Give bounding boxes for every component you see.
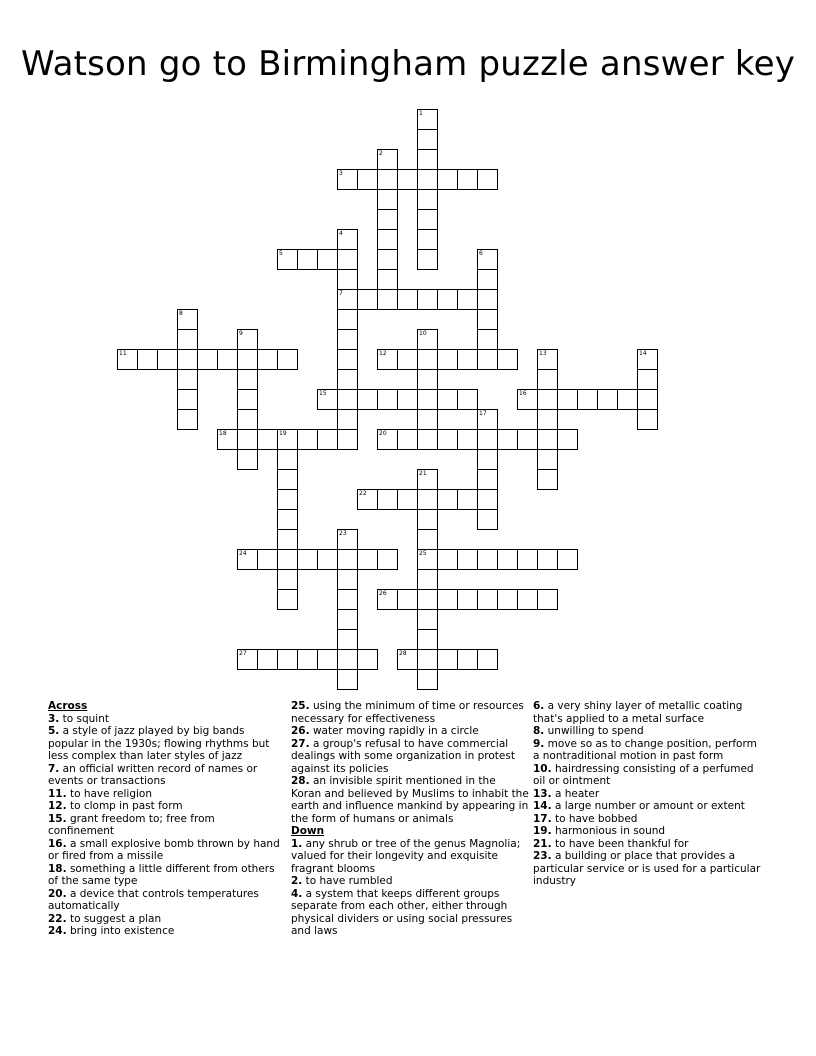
clue-number: 13. bbox=[533, 787, 552, 800]
clue-number-label: 27 bbox=[239, 650, 247, 657]
clues-column-2 bbox=[291, 700, 529, 938]
clue-number-label: 15 bbox=[319, 390, 327, 397]
clue-text: unwilling to spend bbox=[547, 725, 644, 737]
grid-cell bbox=[337, 329, 358, 350]
grid-cell bbox=[517, 589, 538, 610]
grid-cell bbox=[377, 209, 398, 230]
clue-number: 21. bbox=[533, 837, 552, 850]
clue-number: 2. bbox=[291, 875, 303, 887]
grid-cell bbox=[517, 429, 538, 450]
grid-cell bbox=[437, 589, 458, 610]
grid-cell bbox=[317, 549, 338, 570]
grid-cell bbox=[537, 409, 558, 430]
clue-number: 8. bbox=[533, 725, 545, 737]
down-clue bbox=[533, 763, 765, 788]
grid-cell bbox=[237, 349, 258, 370]
page-title: Watson go to Birmingham puzzle answer key bbox=[20, 44, 796, 84]
clue-number-label: 11 bbox=[119, 350, 127, 357]
clue-number-label: 20 bbox=[379, 430, 387, 437]
grid-cell bbox=[477, 549, 498, 570]
grid-cell bbox=[337, 269, 358, 290]
clue-text: something a little different from others of the same type bbox=[48, 862, 275, 887]
clue-text: a very shiny layer of metallic coating that's applied to a metal surface bbox=[533, 700, 743, 725]
clue-text: an official written record of names or events or transactions bbox=[48, 762, 258, 787]
grid-cell bbox=[417, 129, 438, 150]
grid-cell bbox=[297, 249, 318, 270]
clue-number: 27. bbox=[291, 737, 310, 750]
clue-number-label: 3 bbox=[339, 170, 343, 177]
grid-cell bbox=[277, 569, 298, 590]
grid-cell bbox=[337, 629, 358, 650]
grid-cell bbox=[497, 589, 518, 610]
clue-number-label: 28 bbox=[399, 650, 407, 657]
clue-number-label: 13 bbox=[539, 350, 547, 357]
grid-cell bbox=[637, 409, 658, 430]
grid-cell bbox=[417, 669, 438, 690]
grid-cell bbox=[437, 489, 458, 510]
clues-column-1 bbox=[48, 700, 280, 938]
grid-cell bbox=[377, 289, 398, 310]
down-clue bbox=[533, 813, 765, 826]
grid-cell bbox=[577, 389, 598, 410]
clue-text: a building or place that provides a particular service or is used for a particular industry bbox=[533, 850, 761, 887]
across-clue bbox=[48, 925, 280, 938]
clue-number-label: 19 bbox=[279, 430, 287, 437]
grid-cell bbox=[337, 589, 358, 610]
grid-cell bbox=[337, 249, 358, 270]
grid-cell bbox=[417, 149, 438, 170]
grid-cell bbox=[277, 509, 298, 530]
grid-cell bbox=[377, 249, 398, 270]
clue-number-label: 7 bbox=[339, 290, 343, 297]
grid-cell bbox=[457, 589, 478, 610]
clue-number: 4. bbox=[291, 887, 303, 900]
grid-cell bbox=[537, 369, 558, 390]
clue-text: to have bobbed bbox=[554, 812, 638, 825]
grid-cell bbox=[337, 669, 358, 690]
clue-number: 24. bbox=[48, 925, 67, 937]
across-clue bbox=[291, 738, 529, 776]
grid-cell bbox=[417, 529, 438, 550]
clue-number-label: 9 bbox=[239, 330, 243, 337]
grid-cell bbox=[277, 449, 298, 470]
clue-text: grant freedom to; free from confinement bbox=[48, 812, 215, 837]
grid-cell bbox=[457, 389, 478, 410]
across-clue bbox=[48, 800, 280, 813]
grid-cell bbox=[437, 349, 458, 370]
clue-number: 28. bbox=[291, 775, 310, 787]
clue-number: 10. bbox=[533, 762, 552, 775]
grid-cell bbox=[417, 229, 438, 250]
grid-cell bbox=[497, 549, 518, 570]
grid-cell bbox=[417, 489, 438, 510]
grid-cell bbox=[337, 429, 358, 450]
clue-number-label: 2 bbox=[379, 150, 383, 157]
grid-cell bbox=[417, 429, 438, 450]
grid-cell bbox=[237, 389, 258, 410]
grid-cell bbox=[417, 649, 438, 670]
grid-cell bbox=[317, 649, 338, 670]
grid-cell bbox=[397, 289, 418, 310]
grid-cell bbox=[297, 429, 318, 450]
across-clue bbox=[48, 763, 280, 788]
grid-cell bbox=[637, 369, 658, 390]
grid-cell bbox=[477, 449, 498, 470]
clue-text: to have rumbled bbox=[305, 875, 393, 887]
grid-cell bbox=[537, 469, 558, 490]
clue-text: to have been thankful for bbox=[554, 837, 689, 850]
clue-text: to have religion bbox=[69, 787, 152, 800]
grid-cell bbox=[277, 349, 298, 370]
grid-cell bbox=[197, 349, 218, 370]
clue-number-label: 12 bbox=[379, 350, 387, 357]
across-clue bbox=[48, 788, 280, 801]
grid-cell bbox=[457, 289, 478, 310]
grid-cell bbox=[377, 229, 398, 250]
grid-cell bbox=[177, 369, 198, 390]
grid-cell bbox=[337, 569, 358, 590]
grid-cell bbox=[557, 549, 578, 570]
clue-number: 5. bbox=[48, 725, 60, 737]
across-header: Across bbox=[48, 700, 88, 712]
grid-cell bbox=[417, 509, 438, 530]
grid-cell bbox=[437, 429, 458, 450]
grid-cell bbox=[477, 649, 498, 670]
clue-number-label: 22 bbox=[359, 490, 367, 497]
grid-cell bbox=[417, 629, 438, 650]
across-clue bbox=[291, 700, 529, 725]
across-clue bbox=[48, 913, 280, 926]
grid-cell bbox=[157, 349, 178, 370]
across-clue bbox=[291, 775, 529, 825]
across-clue bbox=[48, 725, 280, 763]
down-clue bbox=[533, 725, 765, 738]
grid-cell bbox=[277, 549, 298, 570]
grid-cell bbox=[297, 549, 318, 570]
grid-cell bbox=[477, 329, 498, 350]
grid-cell bbox=[477, 269, 498, 290]
grid-cell bbox=[417, 589, 438, 610]
grid-cell bbox=[457, 489, 478, 510]
clue-number: 3. bbox=[48, 712, 60, 725]
grid-cell bbox=[437, 549, 458, 570]
grid-cell bbox=[377, 169, 398, 190]
down-clue bbox=[533, 788, 765, 801]
grid-cell bbox=[357, 549, 378, 570]
grid-cell bbox=[177, 349, 198, 370]
clue-number-label: 16 bbox=[519, 390, 527, 397]
grid-cell bbox=[277, 469, 298, 490]
clue-number: 16. bbox=[48, 837, 67, 850]
across-clue bbox=[48, 713, 280, 726]
clue-text: to suggest a plan bbox=[69, 912, 162, 925]
grid-cell bbox=[437, 649, 458, 670]
clue-number-label: 8 bbox=[179, 310, 183, 317]
grid-cell bbox=[237, 369, 258, 390]
grid-cell bbox=[437, 289, 458, 310]
clue-text: a large number or amount or extent bbox=[554, 800, 745, 812]
clue-text: a device that controls temperatures automatically bbox=[48, 887, 259, 912]
clue-text: move so as to change position, perform a nontraditional motion in past form bbox=[533, 737, 757, 762]
clue-number: 17. bbox=[533, 812, 552, 825]
clue-number-label: 14 bbox=[639, 350, 647, 357]
grid-cell bbox=[477, 289, 498, 310]
grid-cell bbox=[477, 429, 498, 450]
clue-number-label: 1 bbox=[419, 110, 423, 117]
across-clue bbox=[48, 888, 280, 913]
clue-number: 19. bbox=[533, 825, 552, 837]
clue-number: 22. bbox=[48, 912, 67, 925]
grid-cell bbox=[297, 649, 318, 670]
grid-cell bbox=[457, 649, 478, 670]
clue-number: 14. bbox=[533, 800, 552, 812]
grid-cell bbox=[477, 589, 498, 610]
grid-cell bbox=[277, 589, 298, 610]
grid-cell bbox=[457, 349, 478, 370]
grid-cell bbox=[497, 349, 518, 370]
clue-text: a heater bbox=[554, 787, 600, 800]
grid-cell bbox=[437, 389, 458, 410]
grid-cell bbox=[337, 409, 358, 430]
clue-number-label: 10 bbox=[419, 330, 427, 337]
grid-cell bbox=[237, 449, 258, 470]
clue-number: 18. bbox=[48, 862, 67, 875]
grid-cell bbox=[377, 489, 398, 510]
clue-text: hairdressing consisting of a perfumed oil or ointment bbox=[533, 762, 754, 787]
grid-cell bbox=[417, 609, 438, 630]
grid-cell bbox=[537, 549, 558, 570]
grid-cell bbox=[257, 429, 278, 450]
grid-cell bbox=[217, 349, 238, 370]
grid-cell bbox=[177, 329, 198, 350]
grid-cell bbox=[377, 189, 398, 210]
grid-cell bbox=[477, 509, 498, 530]
clue-text: harmonious in sound bbox=[554, 825, 666, 837]
down-clue bbox=[533, 838, 765, 851]
clue-text: to clomp in past form bbox=[69, 800, 183, 812]
clue-number: 26. bbox=[291, 725, 310, 737]
grid-cell bbox=[277, 649, 298, 670]
grid-cell bbox=[257, 349, 278, 370]
grid-cell bbox=[277, 529, 298, 550]
grid-cell bbox=[417, 249, 438, 270]
grid-cell bbox=[397, 169, 418, 190]
clue-number-label: 24 bbox=[239, 550, 247, 557]
grid-cell bbox=[397, 429, 418, 450]
clue-text: to squint bbox=[62, 712, 109, 725]
grid-cell bbox=[357, 649, 378, 670]
grid-cell bbox=[317, 249, 338, 270]
grid-cell bbox=[417, 389, 438, 410]
clue-number-label: 21 bbox=[419, 470, 427, 477]
clue-number-label: 18 bbox=[219, 430, 227, 437]
grid-cell bbox=[337, 649, 358, 670]
grid-cell bbox=[357, 389, 378, 410]
clue-number-label: 26 bbox=[379, 590, 387, 597]
down-header: Down bbox=[291, 825, 325, 837]
across-clue bbox=[48, 838, 280, 863]
across-clue bbox=[48, 863, 280, 888]
grid-cell bbox=[477, 489, 498, 510]
grid-cell bbox=[337, 389, 358, 410]
down-clue bbox=[533, 738, 765, 763]
grid-cell bbox=[397, 589, 418, 610]
grid-cell bbox=[357, 169, 378, 190]
grid-cell bbox=[377, 549, 398, 570]
grid-cell bbox=[177, 409, 198, 430]
clue-number: 11. bbox=[48, 787, 67, 800]
clue-number: 25. bbox=[291, 700, 310, 712]
clue-number: 1. bbox=[291, 837, 303, 850]
grid-cell bbox=[477, 349, 498, 370]
clue-text: water moving rapidly in a circle bbox=[312, 725, 479, 737]
grid-cell bbox=[477, 469, 498, 490]
grid-cell bbox=[377, 269, 398, 290]
grid-cell bbox=[237, 409, 258, 430]
grid-cell bbox=[357, 289, 378, 310]
grid-cell bbox=[417, 289, 438, 310]
grid-cell bbox=[417, 209, 438, 230]
grid-cell bbox=[457, 429, 478, 450]
grid-cell bbox=[537, 429, 558, 450]
clue-text: a style of jazz played by big bands popular in the 1930s; flowing rhythms but less complex than later styles of jazz bbox=[48, 725, 270, 762]
grid-cell bbox=[417, 569, 438, 590]
down-clue bbox=[533, 700, 765, 725]
grid-cell bbox=[317, 429, 338, 450]
grid-cell bbox=[337, 309, 358, 330]
grid-cell bbox=[517, 549, 538, 570]
clue-text: using the minimum of time or resources necessary for effectiveness bbox=[291, 700, 524, 725]
clue-number: 23. bbox=[533, 850, 552, 862]
grid-cell bbox=[417, 189, 438, 210]
clue-number-label: 25 bbox=[419, 550, 427, 557]
grid-cell bbox=[637, 389, 658, 410]
grid-cell bbox=[477, 309, 498, 330]
grid-cell bbox=[237, 429, 258, 450]
grid-cell bbox=[537, 449, 558, 470]
grid-cell bbox=[417, 409, 438, 430]
grid-cell bbox=[457, 169, 478, 190]
grid-cell bbox=[397, 349, 418, 370]
grid-cell bbox=[177, 389, 198, 410]
clue-text: an invisible spirit mentioned in the Koran and believed by Muslims to inhabit the earth and influence mankind by appearing in the form of humans or animals bbox=[291, 775, 529, 825]
grid-cell bbox=[417, 369, 438, 390]
down-clue bbox=[291, 875, 529, 888]
grid-cell bbox=[137, 349, 158, 370]
clue-number: 15. bbox=[48, 812, 67, 825]
clue-text: any shrub or tree of the genus Magnolia; valued for their longevity and exquisite fragrant blooms bbox=[291, 837, 521, 875]
down-clue bbox=[291, 888, 529, 938]
grid-cell bbox=[397, 389, 418, 410]
grid-cell bbox=[337, 549, 358, 570]
down-clue bbox=[533, 800, 765, 813]
down-clue bbox=[533, 850, 765, 888]
grid-cell bbox=[337, 369, 358, 390]
clue-number-label: 17 bbox=[479, 410, 487, 417]
grid-cell bbox=[477, 169, 498, 190]
clue-number: 20. bbox=[48, 887, 67, 900]
across-clue bbox=[48, 813, 280, 838]
clue-number: 7. bbox=[48, 762, 60, 775]
grid-cell bbox=[617, 389, 638, 410]
clue-number-label: 6 bbox=[479, 250, 483, 257]
clue-number-label: 23 bbox=[339, 530, 347, 537]
clue-number: 6. bbox=[533, 700, 545, 712]
clue-text: a system that keeps different groups separate from each other, either through physical dividers or using social pressures and laws bbox=[291, 887, 513, 937]
grid-cell bbox=[437, 169, 458, 190]
grid-cell bbox=[597, 389, 618, 410]
clue-text: a group's refusal to have commercial dealings with some organization in protest against its policies bbox=[291, 737, 515, 775]
grid-cell bbox=[337, 349, 358, 370]
clue-number-label: 4 bbox=[339, 230, 343, 237]
across-clue bbox=[291, 725, 529, 738]
grid-cell bbox=[537, 389, 558, 410]
grid-cell bbox=[337, 609, 358, 630]
grid-cell bbox=[397, 489, 418, 510]
grid-cell bbox=[537, 589, 558, 610]
clue-number: 12. bbox=[48, 800, 67, 812]
grid-cell bbox=[277, 489, 298, 510]
grid-cell bbox=[257, 549, 278, 570]
grid-cell bbox=[417, 349, 438, 370]
clue-text: bring into existence bbox=[69, 925, 175, 937]
clue-number-label: 5 bbox=[279, 250, 283, 257]
grid-cell bbox=[377, 389, 398, 410]
grid-cell bbox=[557, 429, 578, 450]
grid-cell bbox=[417, 169, 438, 190]
clue-number: 9. bbox=[533, 737, 545, 750]
grid-cell bbox=[257, 649, 278, 670]
grid-cell bbox=[557, 389, 578, 410]
clues-column-3 bbox=[533, 700, 765, 888]
grid-cell bbox=[457, 549, 478, 570]
grid-cell bbox=[497, 429, 518, 450]
down-clue bbox=[533, 825, 765, 838]
clue-text: a small explosive bomb thrown by hand or fired from a missile bbox=[48, 837, 280, 862]
down-clue bbox=[291, 838, 529, 876]
